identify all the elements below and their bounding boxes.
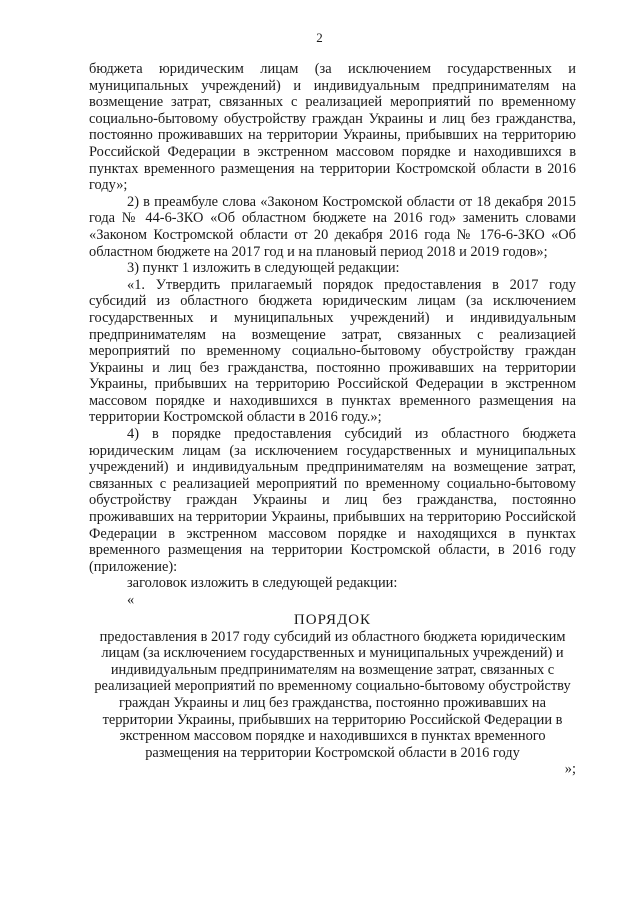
quoted-heading-body: предоставления в 2017 году субсидий из областного бюджета юридическим лицам (за исключением государственных и муниципальных учреждений) и индивидуальным предпринимателям на возмещение затрат, связанных с реализацией мероприятий по временному социально-бытовому обустройству граждан Украины и лиц без гражданства, постоянно проживавших на территории Украины, прибывших на территорию Российской Федерации в экстренном массовом порядке и находившихся в пунктах временного размещения на территории Костромской области в 2016 году: [94, 628, 571, 761]
paragraph-item-4: 4) в порядке предоставления субсидий из областного бюджета юридическим лицам (за исключением государственных и муниципальных учреждений) и индивидуальным предпринимателям на возмещение затрат, связанных с реализацией мероприятий по временному социально-бытовому обустройству граждан Украины и лиц без гражданства, постоянно проживавших на территории Украины, прибывших на территорию Российской Федерации в экстренном массовом порядке и находящихся в пунктах временного размещения на территории Костромской области, в 2016 году (приложение):: [89, 426, 576, 575]
document-body: [89, 61, 576, 778]
closing-quote-mark: »;: [564, 761, 576, 778]
quoted-heading-title: ПОРЯДОК: [293, 612, 372, 628]
paragraph-item-2: 2) в преамбуле слова «Законом Костромской области от 18 декабря 2015 года № 44-6-ЗКО «Об областном бюджете на 2016 год» заменить словами «Законом Костромской области от 20 декабря 2016 года № 176-6-ЗКО «Об областном бюджете на 2017 год и на плановый период 2018 и 2019 годов»;: [89, 193, 576, 260]
paragraph-quoted-point-1: «1. Утвердить прилагаемый порядок предоставления в 2017 году субсидий из областного бюджета юридическим лицам (за исключением государственных и муниципальных учреждений) и индивидуальным предпринимателям на возмещение затрат, связанных с реализацией мероприятий по временному социально-бытовому обустройству граждан Украины и лиц без гражданства, постоянно проживавших на территории Украины, прибывших на территорию Российской Федерации в экстренном массовом порядке и находившихся в пунктах временного размещения на территории Костромской области в 2016 году.»;: [89, 276, 576, 426]
opening-quote-mark: «: [127, 592, 135, 608]
paragraph-item-3: 3) пункт 1 изложить в следующей редакции:: [127, 260, 400, 277]
page-number: 2: [316, 30, 323, 45]
paragraph-heading-instruction: заголовок изложить в следующей редакции:: [127, 575, 398, 592]
paragraph-continuation: бюджета юридическим лицам (за исключением государственных и муниципальных учреждений) и индивидуальным предпринимателям на возмещение затрат, связанных с реализацией мероприятий по временному социально-бытовому обустройству граждан Украины и лиц без гражданства, постоянно проживавших на территории Украины, прибывших на территорию Российской Федерации в экстренном массовом порядке и находившихся в пунктах временного размещения на территории Костромской области в 2016 году»;: [89, 61, 576, 194]
